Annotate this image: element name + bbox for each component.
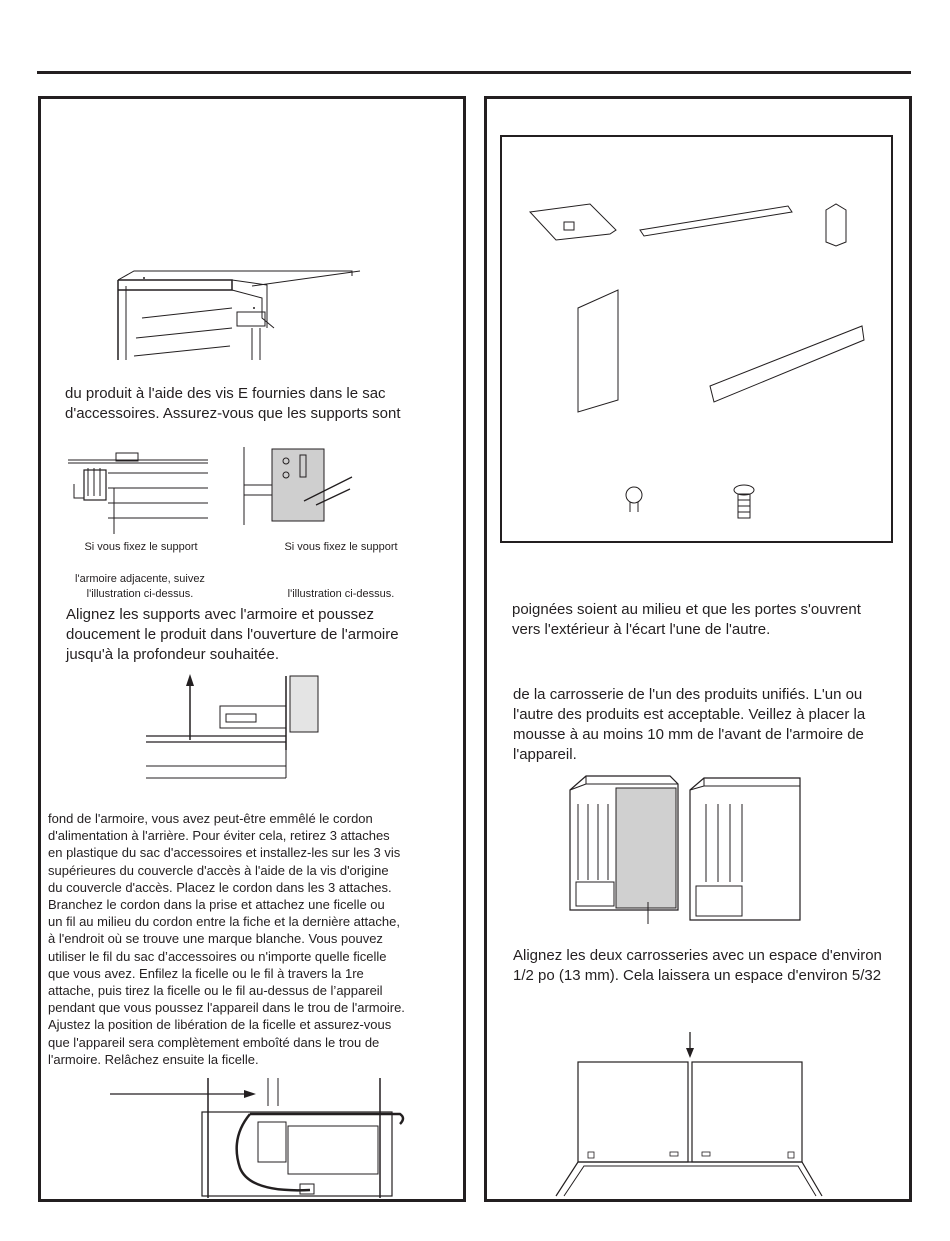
bracket-mount-illustration xyxy=(112,268,362,363)
gap-text: Alignez les deux carrosseries avec un espace d'environ 1/2 po (13 mm). Cela laissera un espace d'environ 5/32 xyxy=(513,947,882,984)
caption-b2: l'illustration ci-dessus. xyxy=(287,588,395,600)
handles-text: poignées soient au milieu et que les portes s'ouvrent vers l'extérieur à l'écart l'une de l'autre. xyxy=(512,601,861,638)
caption-b: Si vous fixez le support xyxy=(284,541,398,553)
units-gap-illustration xyxy=(556,1028,826,1200)
cord-text: fond de l'armoire, vous avez peut-être emmêlé le cordon d'alimentation à l'arrière. Pour éviter cela, retirez 3 attaches en plastique du sac d'accessoires et installez-les sur les 3 vis supérieures du couvercle d'accès à l'aide de la vis d'origine du couvercle d'accès. Placez le cordon dans les 3 attaches. Branchez le cordon dans la prise et attachez une ficelle ou un fil au milieu du cordon entre la fiche et la dernière attache, à l'endroit où se trouve une marque blanche. Vous pouvez utiliser le fil du sac d’accessoires ou n'importe quelle ficelle que vous avez. Enfilez la ficelle ou le fil à travers la 1re attache, puis tirez la ficelle ou le fil au-dessus de l’appareil pendant que vous poussez l'appareil dans le trou de l'armoire. Ajustez la position de libération de la ficelle et assurez-vous que l'appareil sera complètement emboîté dans le trou de l'armoire. Relâchez ensuite la ficelle. xyxy=(48,811,405,1067)
step-text: du produit à l'aide des vis E fournies dans le sac d'accessoires. Assurez-vous que les supports sont xyxy=(65,385,401,422)
rear-cord-illustration xyxy=(110,1078,410,1200)
push-illustration xyxy=(146,670,326,782)
units-rear-illustration xyxy=(566,770,806,926)
bracket-front-illustration xyxy=(244,447,356,527)
top-rule xyxy=(37,71,911,74)
align-text: Alignez les supports avec l'armoire et poussez doucement le produit dans l'ouverture de l'armoire jusqu'à la profondeur souhaitée. xyxy=(66,606,399,663)
parts-illustration xyxy=(520,190,870,530)
foam-text: de la carrosserie de l'un des produits unifiés. L'un ou l'autre des produits est acceptable. Veillez à placer la mousse à au moins 10 mm de l'avant de l'armoire de l'appareil. xyxy=(513,686,866,763)
caption-a: Si vous fixez le support xyxy=(84,541,198,553)
bracket-side-illustration xyxy=(68,448,213,534)
caption-a2: l'armoire adjacente, suivez l'illustration ci-dessus. xyxy=(75,573,205,600)
